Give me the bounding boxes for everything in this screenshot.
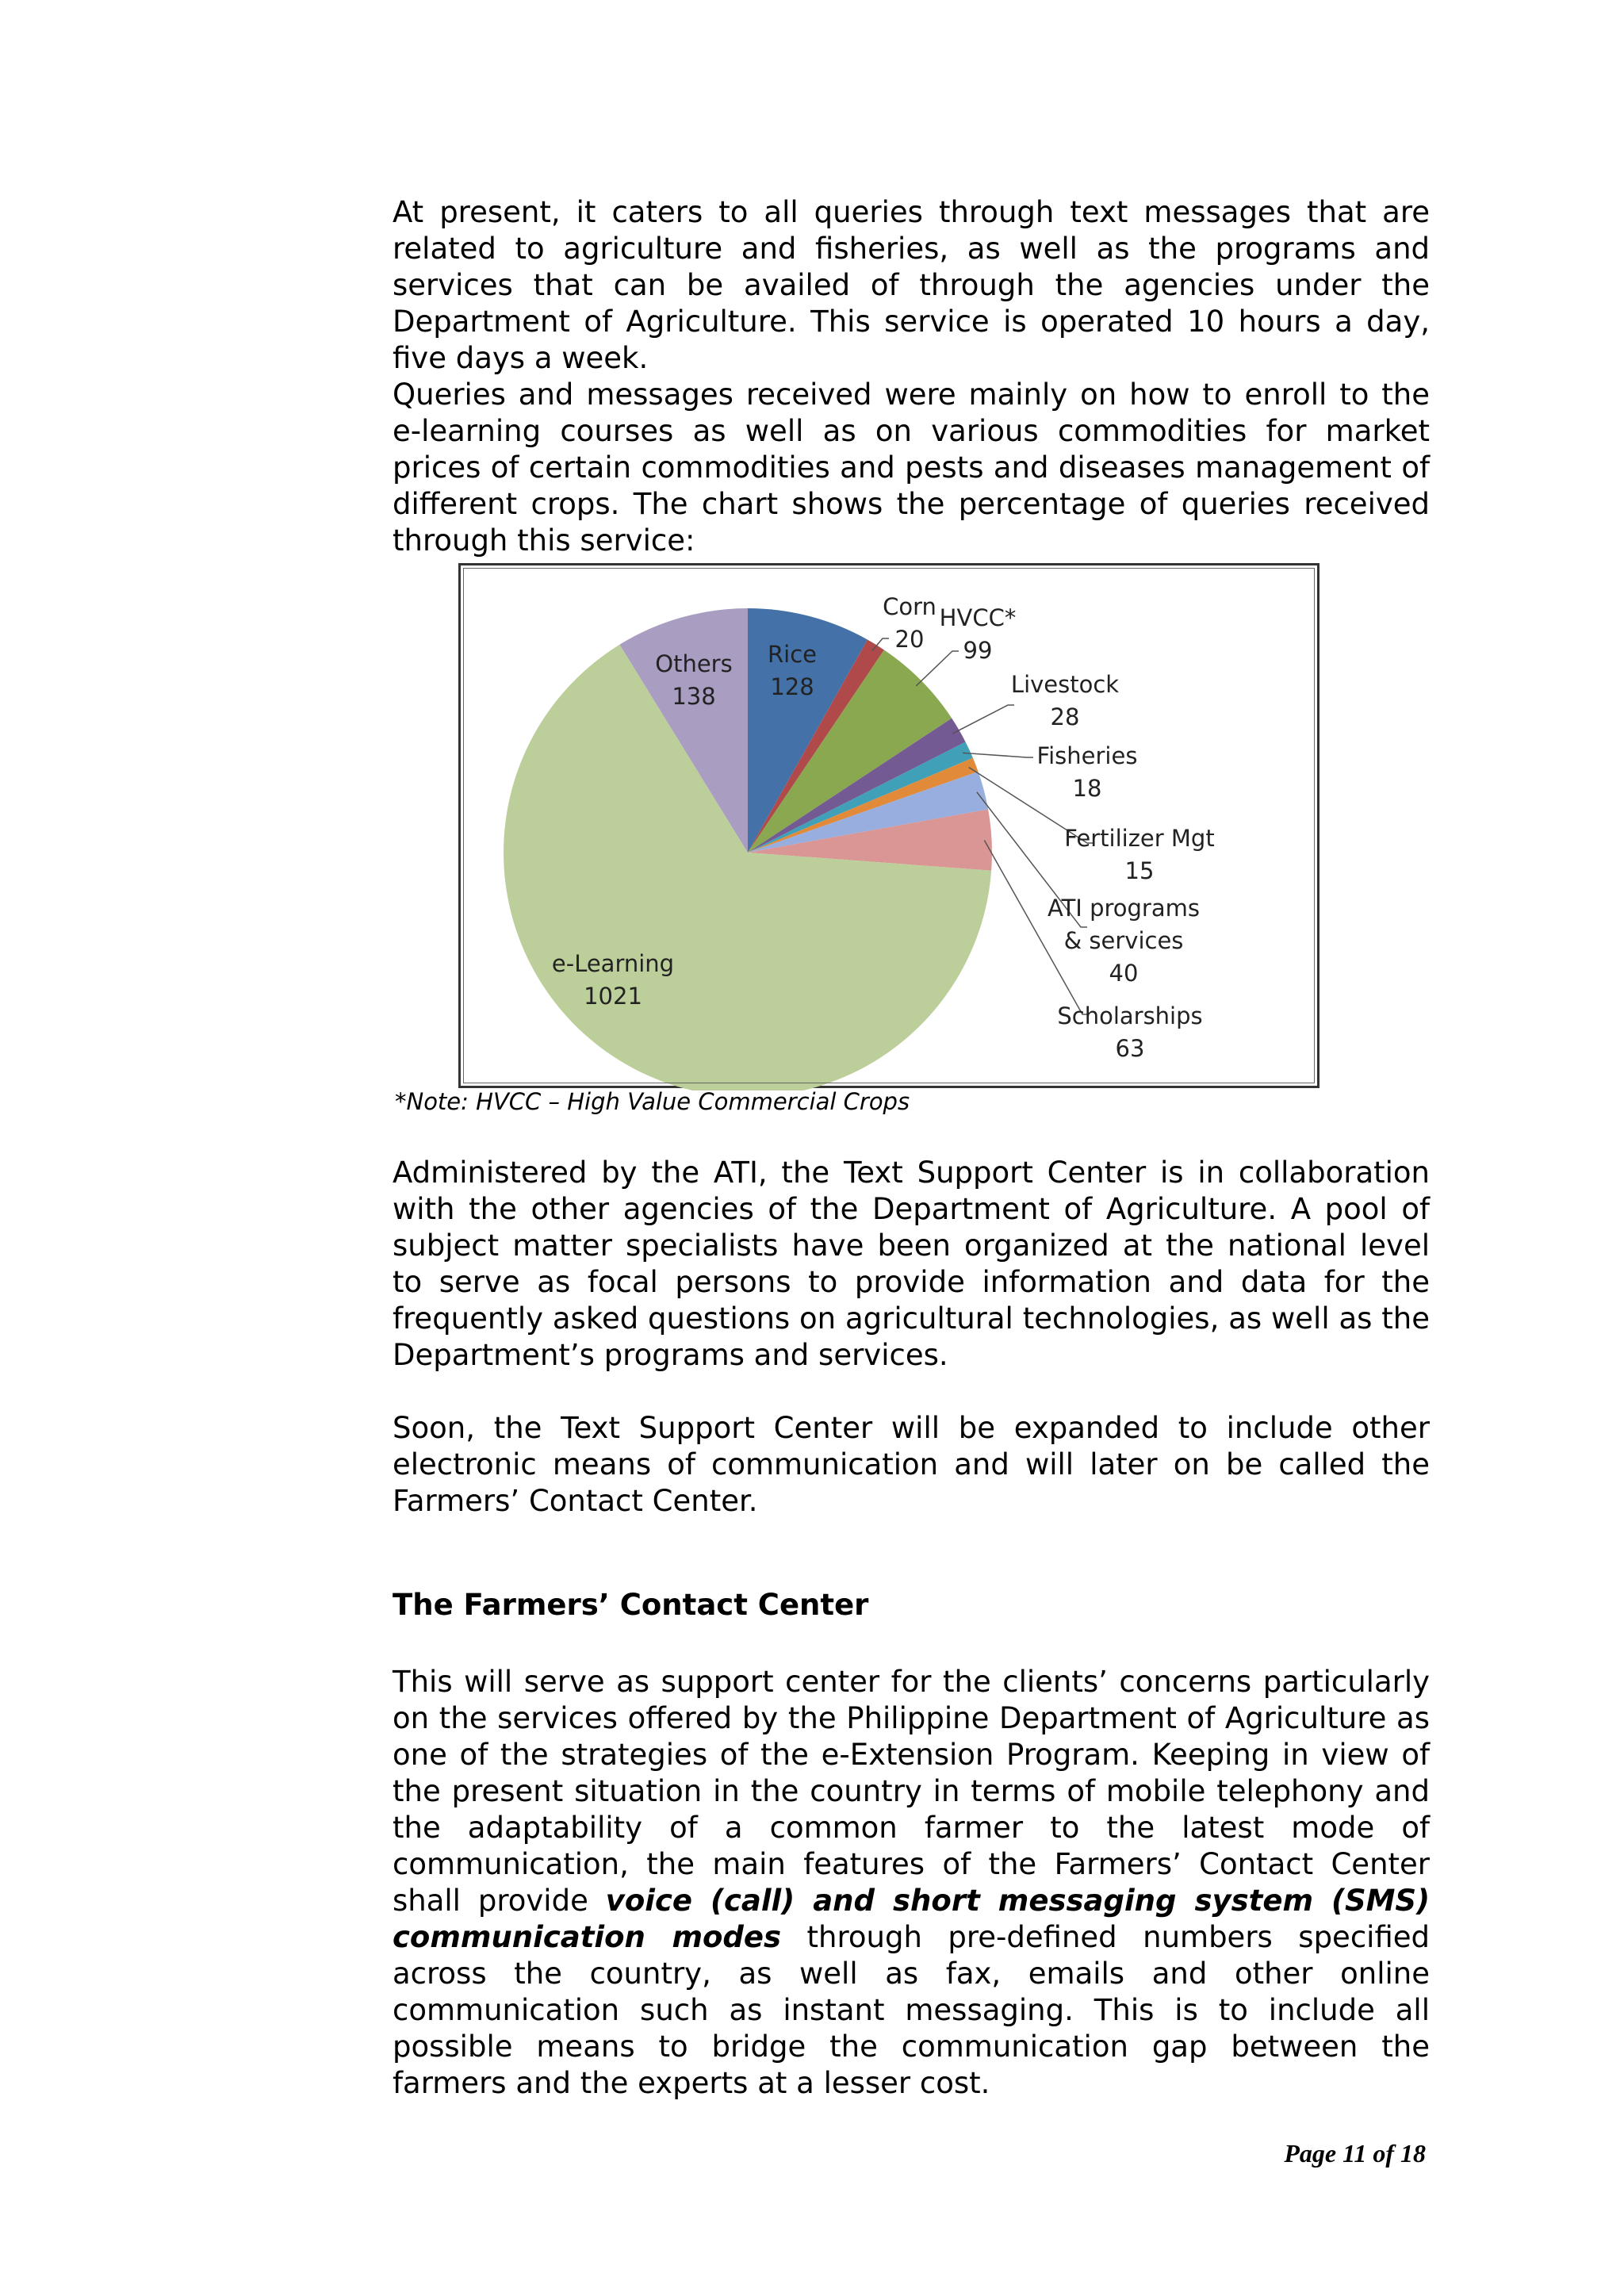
- data-label-line: 40: [1109, 960, 1139, 987]
- page-number: Page 11 of 18: [1284, 2139, 1426, 2168]
- data-label: [1037, 742, 1138, 802]
- paragraph-queries: Queries and messages received were mainly on how to enroll to the e-learning courses as well as on various commodities for market prices of certain commodities and pests and diseases management of different crops. The chart shows the percentage of queries received through this service:: [393, 378, 1430, 558]
- data-label: [552, 950, 674, 1010]
- emphasized-text: voice (call) and short messaging system (SMS) communication modes: [393, 1884, 1430, 1954]
- leader-line: [977, 792, 1087, 927]
- data-label-line: Scholarships: [1057, 1002, 1203, 1029]
- data-label-line: Fisheries: [1036, 742, 1138, 769]
- leader-line: [872, 638, 889, 651]
- data-label-line: Fertilizer Mgt: [1064, 825, 1215, 852]
- pie-slice-corn: [748, 640, 884, 853]
- paragraph-administration: Administered by the ATI, the Text Support Center is in collaboration with the other agencies of the Department of Agriculture. A pool of subject matter specialists have been organized at the national level to serve as focal persons to provide information and data for the frequently asked questions on agricultural technologies, as well as the Department’s programs and services.: [393, 1156, 1430, 1372]
- data-label-line: 18: [1072, 775, 1102, 802]
- pie-slice-e-learning: [504, 645, 991, 1091]
- data-label: [1064, 825, 1214, 884]
- leader-line: [984, 840, 1089, 1014]
- data-label-line: 28: [1050, 703, 1080, 730]
- data-label: [1057, 1002, 1202, 1062]
- paragraph-text-service: At present, it caters to all queries through text messages that are related to agriculture and fisheries, as well as the programs and services that can be availed of through the agencies under the Department of Agriculture. This service is operated 10 hours a day, five days a week.: [393, 195, 1430, 375]
- data-label: [1048, 895, 1200, 987]
- data-label-line: Others: [655, 650, 733, 677]
- data-label-line: HVCC*: [939, 604, 1017, 631]
- chart-note: *Note: HVCC – High Value Commercial Crops: [395, 1088, 910, 1115]
- leader-line: [963, 753, 1033, 757]
- pie-slice-fisheries: [748, 742, 973, 853]
- data-label-line: Rice: [768, 641, 817, 668]
- section-heading: The Farmers’ Contact Center: [393, 1588, 869, 1622]
- paragraph-text-part: This will serve as support center for the clients’ concerns particularly on the services offered by the Philippine Department of Agriculture as one of the strategies of the e-Extension Program. Keeping in view of the present situation in the country in terms of mobile telephony and the adaptability of a common farmer to the latest mode of communication, the main features of the Farmers’ Contact Center shall provide: [393, 1665, 1430, 1918]
- pie-slice-livestock: [748, 719, 966, 853]
- paragraph-expansion: Soon, the Text Support Center will be expanded to include other electronic means of communication and will later on be called the Farmers’ Contact Center.: [393, 1411, 1430, 1518]
- pie-slice-others: [619, 608, 748, 853]
- data-label-line: 15: [1124, 857, 1155, 884]
- data-label-line: 1021: [584, 983, 642, 1010]
- data-label-line: e-Learning: [551, 950, 675, 977]
- data-label: [768, 641, 817, 700]
- queries-pie-chart: [461, 565, 1322, 1091]
- pie-slice-rice: [748, 608, 868, 853]
- pie-chart-frame: [458, 563, 1320, 1088]
- paragraph-contact-center: [393, 1664, 1430, 2102]
- data-label-line: 138: [672, 683, 716, 710]
- data-label-line: & services: [1063, 927, 1184, 954]
- data-label-line: ATI programs: [1048, 895, 1200, 922]
- data-label-line: 99: [963, 637, 993, 664]
- pie-slice-ati-programs-services: [748, 772, 988, 853]
- leader-line: [916, 651, 959, 686]
- data-label: [655, 650, 732, 710]
- data-label: [1011, 671, 1119, 730]
- paragraph-text-part: through pre-defined numbers specified across the country, as well as fax, emails and other online communication such as instant messaging. This is to include all possible means to bridge the communication gap between the farmers and the experts at a lesser cost.: [393, 1920, 1431, 2100]
- pie-slice-fertilizer-mgt: [748, 758, 979, 853]
- data-label-line: 128: [770, 673, 814, 700]
- leader-line: [952, 705, 1014, 734]
- data-label-line: 20: [894, 626, 925, 653]
- data-label: [883, 593, 936, 653]
- data-label-line: Livestock: [1010, 671, 1120, 698]
- pie-slice-hvcc: [748, 650, 952, 853]
- leader-line: [969, 767, 1094, 843]
- data-label-line: Corn: [883, 593, 936, 620]
- data-label-line: 63: [1115, 1035, 1145, 1062]
- data-label: [940, 604, 1017, 664]
- pie-slice-scholarships: [748, 809, 992, 870]
